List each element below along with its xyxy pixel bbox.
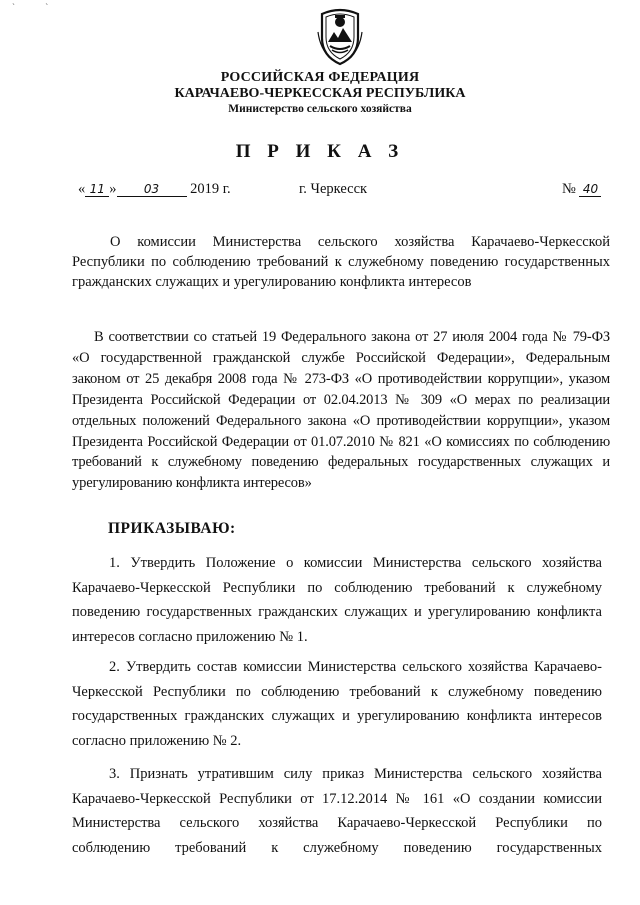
header-country: РОССИЙСКАЯ ФЕДЕРАЦИЯ	[220, 70, 420, 85]
header-republic: КАРАЧАЕВО-ЧЕРКЕССКАЯ РЕСПУБЛИКА	[174, 86, 466, 101]
order-city: г. Черкесск	[299, 181, 368, 197]
header-ministry: Министерство сельского хозяйства	[228, 103, 412, 115]
order-item-1: 1. Утвердить Положение о комиссии Министерства сельского хозяйства Карачаево-Черкесской Республики по соблюдению требований к служебному поведению государственных гражданских служащих и урегулированию конфликта интересов согласно приложению № 1.	[72, 555, 602, 645]
legal-basis-paragraph: В соответствии со статьей 19 Федерального закона от 27 июля 2004 года № 79-ФЗ «О государственной гражданской службе Российской Федерации», Федеральным законом от 25 декабря 2008 года № 273-ФЗ «О противодействии коррупции», указом Президента Российской Федерации от 02.04.2013 № 309 «О мерах по реализации отдельных положений Федерального закона «О противодействии коррупции», указом Президента Российской Федерации от 01.07.2010 № 821 «О комиссиях по соблюдению требований к служебному поведению федеральных государственных служащих и урегулированию конфликта интересов»	[72, 329, 610, 492]
document-title: П Р И К А З	[235, 141, 405, 162]
scan-marks: ` `	[12, 2, 63, 12]
date-month: 03	[117, 182, 187, 197]
date-day: 11	[85, 182, 109, 197]
order-item-2: 2. Утвердить состав комиссии Министерства сельского хозяйства Карачаево-Черкесской Республики по соблюдению требований к служебному поведению государственных гражданских служащих и урегулированию конфликта интересов согласно приложению № 2.	[72, 659, 602, 749]
date-year: 2019 г.	[190, 181, 231, 197]
number-label: №	[562, 181, 576, 197]
order-item-3: 3. Признать утратившим силу приказ Министерства сельского хозяйства Карачаево-Черкесской Республики от 17.12.2014 № 161 «О создании комиссии Министерства сельского хозяйства Карачаево-Черкесской Республики по соблюдению требований к служебному поведению государственных	[72, 766, 602, 856]
date-quote-close: »	[109, 181, 117, 197]
order-number	[562, 181, 601, 198]
order-heading: ПРИКАЗЫВАЮ:	[108, 520, 236, 537]
coat-of-arms-emblem	[316, 8, 364, 66]
number-value: 40	[579, 182, 601, 197]
date-quote-open: «	[78, 181, 86, 197]
order-date	[78, 181, 231, 198]
order-subject: О комиссии Министерства сельского хозяйства Карачаево-Черкесской Республики по соблюдению требований к служебному поведению государственных гражданских служащих и урегулированию конфликта интересов	[72, 234, 610, 290]
